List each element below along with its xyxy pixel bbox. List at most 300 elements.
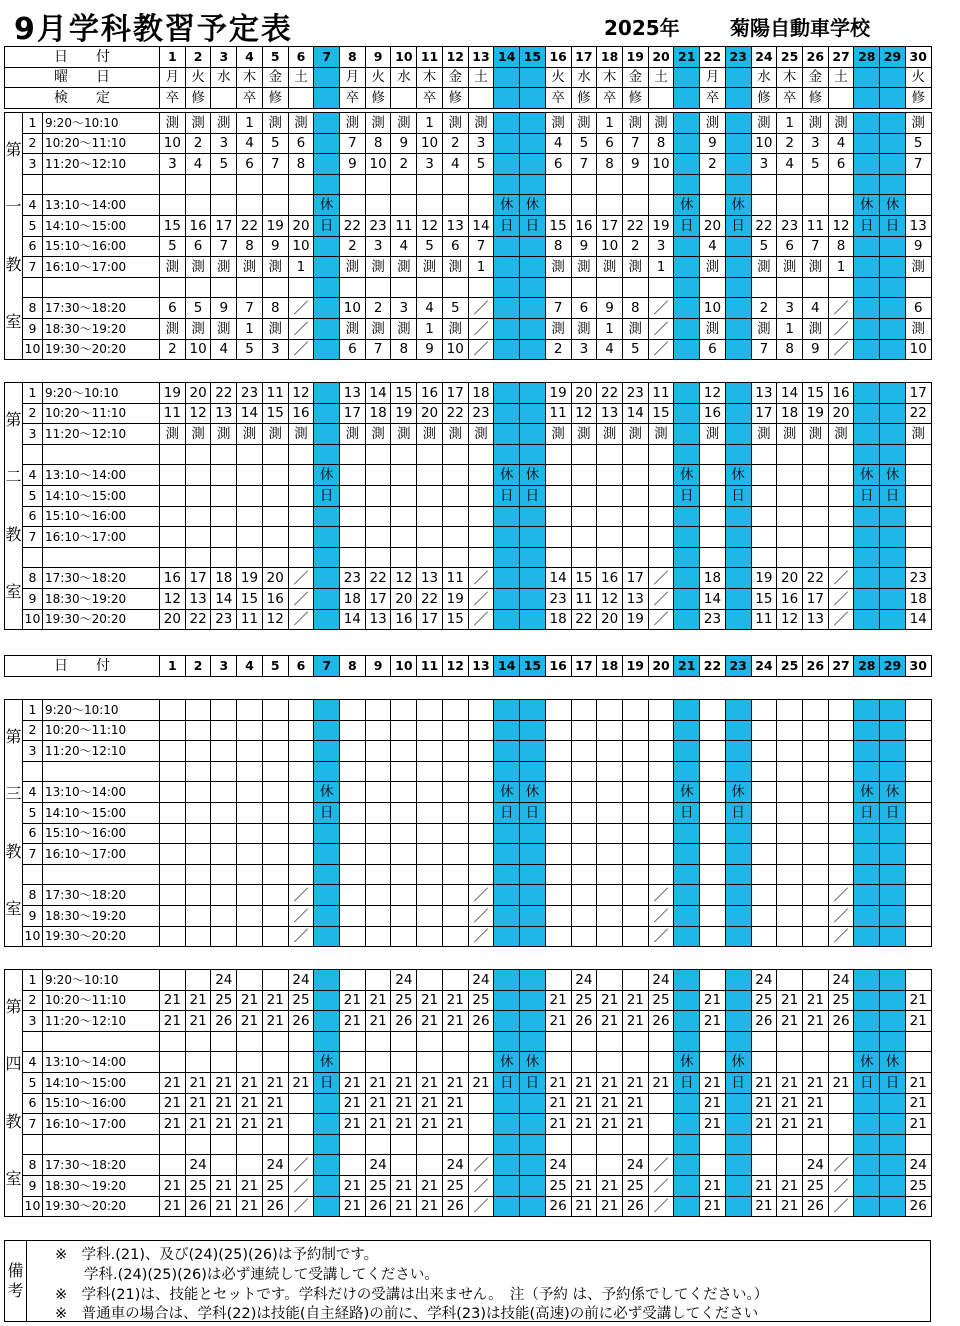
schedule-cell [262, 485, 288, 506]
spacer-cell [905, 761, 931, 782]
period-number: 9 [23, 905, 43, 926]
schedule-cell [314, 383, 340, 404]
schedule-cell [520, 588, 546, 609]
spacer-cell [648, 174, 674, 195]
schedule-cell: ／ [648, 609, 674, 630]
schedule-cell: 17 [751, 403, 777, 424]
schedule-cell [622, 506, 648, 527]
schedule-cell: 17 [185, 568, 211, 589]
weekday-cell: 金 [262, 67, 288, 88]
schedule-cell: 5 [160, 236, 186, 257]
schedule-cell: 測 [442, 113, 468, 134]
schedule-cell [854, 926, 880, 947]
schedule-cell: 測 [700, 257, 726, 278]
period-number: 3 [23, 154, 43, 175]
period-number: 4 [23, 465, 43, 486]
schedule-cell: 21 [700, 1093, 726, 1114]
period-row [5, 383, 932, 404]
schedule-cell: 16 [391, 609, 417, 630]
spacer-cell [725, 761, 751, 782]
schedule-cell: 24 [751, 970, 777, 991]
schedule-cell: ／ [648, 905, 674, 926]
spacer-cell [185, 864, 211, 885]
schedule-cell [854, 1093, 880, 1114]
schedule-cell [700, 195, 726, 216]
schedule-cell [262, 741, 288, 762]
schedule-cell: 26 [262, 1196, 288, 1217]
period-number: 7 [23, 257, 43, 278]
schedule-cell [597, 905, 623, 926]
date-cell: 12 [442, 656, 468, 677]
spacer-cell [417, 277, 443, 298]
schedule-cell [288, 485, 314, 506]
schedule-cell [854, 403, 880, 424]
schedule-cell: 21 [905, 1093, 931, 1114]
schedule-cell: ／ [828, 609, 854, 630]
spacer-cell [854, 1134, 880, 1155]
schedule-cell [340, 802, 366, 823]
period-time: 10:20～11:10 [43, 720, 160, 741]
schedule-cell [262, 905, 288, 926]
schedule-cell: 21 [751, 1175, 777, 1196]
period-number: 10 [23, 1196, 43, 1217]
schedule-cell [854, 236, 880, 257]
schedule-cell [802, 741, 828, 762]
date-cell: 3 [211, 656, 237, 677]
schedule-cell [751, 844, 777, 865]
schedule-cell [622, 485, 648, 506]
schedule-cell: 11 [545, 403, 571, 424]
schedule-cell [597, 782, 623, 803]
schedule-cell: 6 [905, 298, 931, 319]
schedule-cell: 17 [340, 403, 366, 424]
schedule-cell [777, 700, 803, 721]
schedule-cell [288, 720, 314, 741]
schedule-cell: 測 [700, 318, 726, 339]
spacer-cell [160, 444, 186, 465]
schedule-cell: 21 [237, 1093, 263, 1114]
date-cell: 20 [648, 656, 674, 677]
schedule-cell [417, 720, 443, 741]
spacer-cell [468, 277, 494, 298]
schedule-cell [237, 1155, 263, 1176]
schedule-cell: 19 [545, 383, 571, 404]
schedule-cell [494, 926, 520, 947]
schedule-cell: 測 [828, 424, 854, 445]
weekday-cell: 月 [160, 67, 186, 88]
spacer-cell [905, 1134, 931, 1155]
schedule-cell: 2 [777, 133, 803, 154]
schedule-cell [854, 113, 880, 134]
schedule-cell: 9 [597, 298, 623, 319]
schedule-cell [288, 1093, 314, 1114]
schedule-cell [854, 568, 880, 589]
spacer-cell [43, 761, 160, 782]
period-row [5, 195, 932, 216]
schedule-cell [417, 741, 443, 762]
schedule-cell: 14 [211, 588, 237, 609]
schedule-cell: 18 [211, 568, 237, 589]
schedule-cell [442, 905, 468, 926]
schedule-cell: 2 [545, 339, 571, 360]
schedule-cell: 測 [442, 318, 468, 339]
spacer-cell [160, 547, 186, 568]
schedule-cell [211, 527, 237, 548]
spacer-cell [314, 1134, 340, 1155]
schedule-cell [828, 844, 854, 865]
period-row [5, 113, 932, 134]
schedule-cell [725, 885, 751, 906]
schedule-cell [545, 802, 571, 823]
spacer-cell [494, 174, 520, 195]
spacer-cell [494, 444, 520, 465]
schedule-cell [314, 1011, 340, 1032]
schedule-cell: 10 [185, 339, 211, 360]
schedule-cell: 1 [777, 113, 803, 134]
spacer-cell [597, 444, 623, 465]
schedule-cell [185, 195, 211, 216]
spacer-cell [442, 1031, 468, 1052]
exam-cell [674, 88, 700, 109]
period-number: 6 [23, 1093, 43, 1114]
spacer-cell [23, 1134, 43, 1155]
schedule-cell [545, 823, 571, 844]
schedule-cell [288, 741, 314, 762]
spacer-cell [725, 277, 751, 298]
spacer-cell [622, 1031, 648, 1052]
spacer-cell [468, 1134, 494, 1155]
schedule-cell [288, 844, 314, 865]
room-4-table [4, 969, 932, 1217]
spacer-row [5, 277, 932, 298]
spacer-cell [494, 864, 520, 885]
spacer-cell [340, 277, 366, 298]
schedule-cell [160, 885, 186, 906]
schedule-cell: 15 [391, 383, 417, 404]
schedule-cell [674, 741, 700, 762]
schedule-cell: 21 [237, 1114, 263, 1135]
schedule-cell [905, 970, 931, 991]
spacer-cell [854, 864, 880, 885]
spacer-cell [828, 1031, 854, 1052]
schedule-cell: 21 [777, 1196, 803, 1217]
schedule-cell: 24 [391, 970, 417, 991]
schedule-cell: 4 [777, 154, 803, 175]
schedule-cell: 5 [802, 154, 828, 175]
schedule-cell [648, 527, 674, 548]
schedule-cell: ／ [468, 609, 494, 630]
schedule-cell [597, 970, 623, 991]
schedule-cell: 26 [211, 1011, 237, 1032]
spacer-cell [365, 761, 391, 782]
period-row [5, 970, 932, 991]
schedule-cell [237, 485, 263, 506]
spacer-cell [700, 1031, 726, 1052]
schedule-cell [314, 970, 340, 991]
schedule-cell: 20 [700, 215, 726, 236]
schedule-cell: 6 [340, 339, 366, 360]
schedule-cell: 21 [160, 1011, 186, 1032]
schedule-cell: 測 [571, 257, 597, 278]
schedule-cell: 21 [288, 1072, 314, 1093]
schedule-cell: 1 [288, 257, 314, 278]
schedule-cell [622, 823, 648, 844]
spacer-cell [442, 444, 468, 465]
schedule-cell [880, 506, 906, 527]
schedule-cell [340, 741, 366, 762]
spacer-cell [571, 174, 597, 195]
schedule-cell: 16 [288, 403, 314, 424]
schedule-cell [545, 741, 571, 762]
schedule-cell [777, 885, 803, 906]
period-number: 9 [23, 318, 43, 339]
schedule-cell: 測 [211, 424, 237, 445]
schedule-cell [494, 823, 520, 844]
period-row [5, 403, 932, 424]
spacer-cell [802, 174, 828, 195]
period-row [5, 236, 932, 257]
schedule-cell [442, 506, 468, 527]
schedule-cell [905, 885, 931, 906]
schedule-cell: 12 [185, 403, 211, 424]
spacer-cell [43, 1031, 160, 1052]
spacer-cell [828, 277, 854, 298]
schedule-cell: 12 [597, 588, 623, 609]
schedule-cell [391, 1155, 417, 1176]
date-cell: 4 [237, 47, 263, 68]
spacer-cell [880, 1031, 906, 1052]
period-number: 9 [23, 588, 43, 609]
spacer-cell [314, 174, 340, 195]
schedule-cell: 24 [365, 1155, 391, 1176]
schedule-cell [494, 1155, 520, 1176]
spacer-cell [288, 1134, 314, 1155]
schedule-cell [648, 700, 674, 721]
schedule-cell [880, 700, 906, 721]
schedule-cell: 21 [777, 1011, 803, 1032]
schedule-cell [674, 154, 700, 175]
spacer-cell [880, 174, 906, 195]
spacer-row [5, 1134, 932, 1155]
schedule-cell [160, 1155, 186, 1176]
schedule-cell [288, 1114, 314, 1135]
period-time: 14:10～15:00 [43, 215, 160, 236]
schedule-cell: 21 [237, 1072, 263, 1093]
schedule-cell [674, 588, 700, 609]
schedule-cell [160, 1052, 186, 1073]
schedule-cell [622, 802, 648, 823]
schedule-cell: 18 [545, 609, 571, 630]
schedule-cell [880, 609, 906, 630]
schedule-cell [520, 403, 546, 424]
schedule-cell: 26 [391, 1011, 417, 1032]
schedule-cell [674, 609, 700, 630]
schedule-cell: 21 [262, 1011, 288, 1032]
weekday-cell [725, 67, 751, 88]
period-row [5, 506, 932, 527]
schedule-cell: 18 [700, 568, 726, 589]
date-cell: 16 [545, 47, 571, 68]
schedule-cell: 測 [391, 113, 417, 134]
schedule-cell: 21 [391, 1175, 417, 1196]
schedule-cell: 20 [777, 568, 803, 589]
schedule-cell: 9 [905, 236, 931, 257]
schedule-cell [442, 782, 468, 803]
schedule-cell: 11 [262, 383, 288, 404]
schedule-cell [597, 485, 623, 506]
exam-cell: 卒 [237, 88, 263, 109]
spacer-cell [725, 1031, 751, 1052]
schedule-cell [597, 720, 623, 741]
schedule-cell [700, 485, 726, 506]
schedule-cell: 測 [468, 424, 494, 445]
schedule-cell [674, 885, 700, 906]
schedule-cell [802, 926, 828, 947]
period-time: 10:20～11:10 [43, 990, 160, 1011]
period-time: 16:10～17:00 [43, 1114, 160, 1135]
schedule-cell [854, 588, 880, 609]
schedule-cell [571, 905, 597, 926]
holiday-mark: 日 [725, 215, 751, 236]
schedule-cell [468, 1093, 494, 1114]
schedule-cell [725, 700, 751, 721]
schedule-cell [777, 485, 803, 506]
schedule-cell [725, 113, 751, 134]
schedule-cell: 26 [622, 1196, 648, 1217]
schedule-cell [160, 926, 186, 947]
schedule-cell: 16 [160, 568, 186, 589]
schedule-cell: 22 [442, 403, 468, 424]
schedule-cell: 21 [700, 1072, 726, 1093]
schedule-cell [905, 926, 931, 947]
date-cell: 6 [288, 47, 314, 68]
schedule-cell: 測 [365, 113, 391, 134]
date-cell: 22 [700, 47, 726, 68]
schedule-cell: 25 [622, 1175, 648, 1196]
spacer-cell [43, 1134, 160, 1155]
weekday-cell: 水 [391, 67, 417, 88]
spacer-cell [700, 864, 726, 885]
schedule-cell: 21 [185, 1114, 211, 1135]
spacer-cell [160, 174, 186, 195]
schedule-cell [725, 1093, 751, 1114]
schedule-cell: 26 [468, 1011, 494, 1032]
holiday-mark: 日 [520, 485, 546, 506]
weekday-cell: 月 [340, 67, 366, 88]
holiday-mark: 休 [494, 1052, 520, 1073]
note-line: ※ 学科.(21)、及び(24)(25)(26)は予約制です。 [55, 1247, 379, 1263]
date-cell: 5 [262, 656, 288, 677]
schedule-cell: 13 [340, 383, 366, 404]
schedule-cell: 測 [700, 113, 726, 134]
exam-cell: 修 [751, 88, 777, 109]
schedule-cell [725, 506, 751, 527]
spacer-cell [365, 444, 391, 465]
spacer-cell [571, 277, 597, 298]
spacer-cell [751, 864, 777, 885]
schedule-cell: 9 [391, 133, 417, 154]
spacer-cell [262, 547, 288, 568]
schedule-cell: 21 [597, 1196, 623, 1217]
schedule-cell: ／ [648, 339, 674, 360]
schedule-cell: 測 [262, 113, 288, 134]
schedule-cell: 16 [417, 383, 443, 404]
schedule-cell: 測 [365, 424, 391, 445]
schedule-cell: 21 [468, 1072, 494, 1093]
period-row [5, 154, 932, 175]
schedule-cell: 測 [211, 318, 237, 339]
schedule-cell [828, 1052, 854, 1073]
schedule-cell: 23 [777, 215, 803, 236]
date-cell: 12 [442, 47, 468, 68]
exam-cell [494, 88, 520, 109]
period-row [5, 1155, 932, 1176]
schedule-cell [700, 970, 726, 991]
schedule-cell: 測 [700, 424, 726, 445]
schedule-cell [880, 905, 906, 926]
spacer-cell [802, 864, 828, 885]
schedule-cell: 6 [288, 133, 314, 154]
spacer-cell [43, 174, 160, 195]
period-row [5, 823, 932, 844]
schedule-cell [751, 506, 777, 527]
period-number: 5 [23, 485, 43, 506]
schedule-cell [185, 741, 211, 762]
room-label-char: 教 [5, 254, 22, 274]
schedule-cell: 測 [622, 257, 648, 278]
spacer-cell [237, 1134, 263, 1155]
schedule-cell: 21 [185, 1093, 211, 1114]
schedule-cell [828, 485, 854, 506]
schedule-cell: 2 [160, 339, 186, 360]
schedule-cell: 15 [571, 568, 597, 589]
period-row [5, 1093, 932, 1114]
date-cell: 9 [365, 47, 391, 68]
spacer-cell [545, 761, 571, 782]
schedule-cell [674, 700, 700, 721]
schedule-cell [520, 1093, 546, 1114]
schedule-cell: 24 [185, 1155, 211, 1176]
schedule-cell: 20 [828, 403, 854, 424]
schedule-cell [880, 1011, 906, 1032]
schedule-cell [802, 720, 828, 741]
schedule-cell: 15 [237, 588, 263, 609]
schedule-cell [314, 154, 340, 175]
holiday-mark: 休 [854, 195, 880, 216]
schedule-cell [340, 195, 366, 216]
schedule-cell: 7 [262, 154, 288, 175]
schedule-cell: 21 [622, 990, 648, 1011]
schedule-cell: 14 [905, 609, 931, 630]
date-cell: 20 [648, 47, 674, 68]
spacer-cell [545, 277, 571, 298]
spacer-cell [802, 1134, 828, 1155]
spacer-cell [391, 547, 417, 568]
schedule-cell: 5 [622, 339, 648, 360]
schedule-cell: 測 [340, 257, 366, 278]
schedule-cell: 測 [468, 113, 494, 134]
schedule-cell [314, 339, 340, 360]
schedule-cell: 21 [442, 1072, 468, 1093]
schedule-cell: 12 [700, 383, 726, 404]
holiday-mark: 休 [494, 782, 520, 803]
schedule-cell [880, 844, 906, 865]
period-number: 3 [23, 1011, 43, 1032]
schedule-cell [700, 506, 726, 527]
exam-cell: 修 [185, 88, 211, 109]
schedule-cell [314, 844, 340, 865]
schedule-cell [340, 506, 366, 527]
